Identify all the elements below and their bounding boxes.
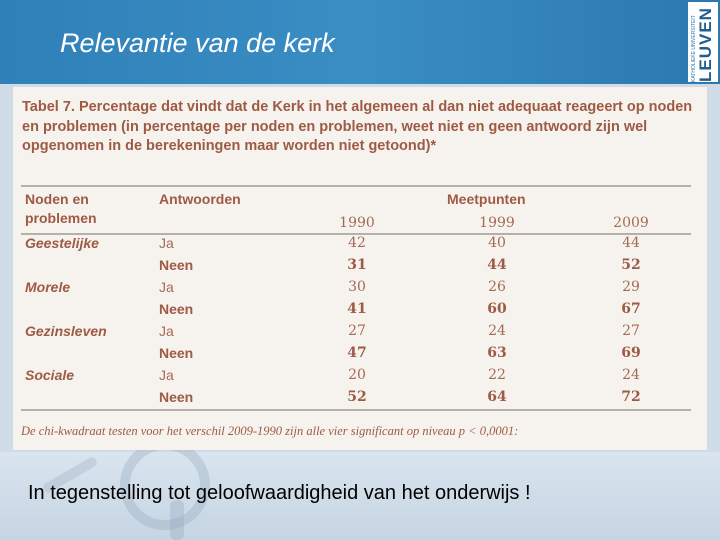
- row-value: 47: [347, 345, 367, 361]
- table-rule-bottom: [21, 409, 691, 411]
- row-value: 42: [348, 235, 366, 251]
- row-answer: Neen: [159, 257, 194, 273]
- row-answer: Ja: [159, 279, 174, 295]
- year-header: 1999: [479, 215, 515, 231]
- row-value: 40: [488, 235, 506, 251]
- scanned-table: [13, 87, 707, 450]
- row-answer: Neen: [159, 389, 194, 405]
- table-footnote: De chi-kwadraat testen voor het verschil 2009-1990 zijn alle vier significant op niveau p < 0,0001:: [21, 424, 519, 438]
- col-header-category-1: Noden en: [25, 191, 89, 207]
- row-value: 72: [621, 389, 641, 405]
- row-value: 52: [347, 389, 367, 405]
- row-value: 64: [487, 389, 507, 405]
- col-header-answers: Antwoorden: [159, 191, 241, 207]
- row-value: 24: [488, 323, 506, 339]
- row-value: 67: [621, 301, 641, 317]
- row-category: Sociale: [25, 367, 75, 383]
- row-category: Gezinsleven: [25, 323, 107, 339]
- row-value: 69: [621, 345, 641, 361]
- col-header-measurements: Meetpunten: [447, 191, 526, 207]
- row-value: 44: [622, 235, 640, 251]
- row-answer: Ja: [159, 235, 174, 251]
- row-value: 44: [487, 257, 507, 273]
- row-value: 60: [487, 301, 507, 317]
- year-header: 1990: [339, 215, 375, 231]
- logo-text-block: [688, 2, 718, 82]
- table-caption: Tabel 7. Percentage dat vindt dat de Kerk in het algemeen al dan niet adequaat reageert op noden en problemen (in percentage per noden en problemen, weet niet en geen antwoord zijn wel opgenomen in de berekeningen maar worden niet getoond)*: [22, 99, 693, 154]
- row-value: 29: [622, 279, 640, 295]
- year-header: 2009: [613, 215, 649, 231]
- table-rule-top: [21, 185, 691, 187]
- slide-bottom-text: In tegenstelling tot geloofwaardigheid van het onderwijs !: [28, 482, 531, 504]
- row-category: Morele: [25, 279, 71, 295]
- row-value: 26: [488, 279, 506, 295]
- logo-wordmark: LEUVEN: [696, 7, 715, 82]
- header-bar: [0, 0, 720, 84]
- row-value: 27: [348, 323, 366, 339]
- row-value: 27: [622, 323, 640, 339]
- row-value: 20: [348, 367, 366, 383]
- row-value: 22: [488, 367, 506, 383]
- row-answer: Ja: [159, 367, 174, 383]
- row-answer: Neen: [159, 301, 194, 317]
- row-value: 52: [621, 257, 641, 273]
- row-value: 31: [347, 257, 367, 273]
- row-value: 63: [487, 345, 507, 361]
- row-value: 41: [347, 301, 367, 317]
- row-value: 24: [622, 367, 640, 383]
- row-category: Geestelijke: [25, 235, 99, 251]
- slide-title: Relevantie van de kerk: [60, 28, 335, 58]
- row-answer: Neen: [159, 345, 194, 361]
- row-answer: Ja: [159, 323, 174, 339]
- row-value: 30: [348, 279, 366, 295]
- col-header-category-2: problemen: [25, 210, 97, 226]
- decorative-stem: [170, 500, 184, 540]
- ku-leuven-logo: [688, 2, 718, 82]
- logo-subtitle: KATHOLIEKE UNIVERSITEIT: [691, 15, 697, 82]
